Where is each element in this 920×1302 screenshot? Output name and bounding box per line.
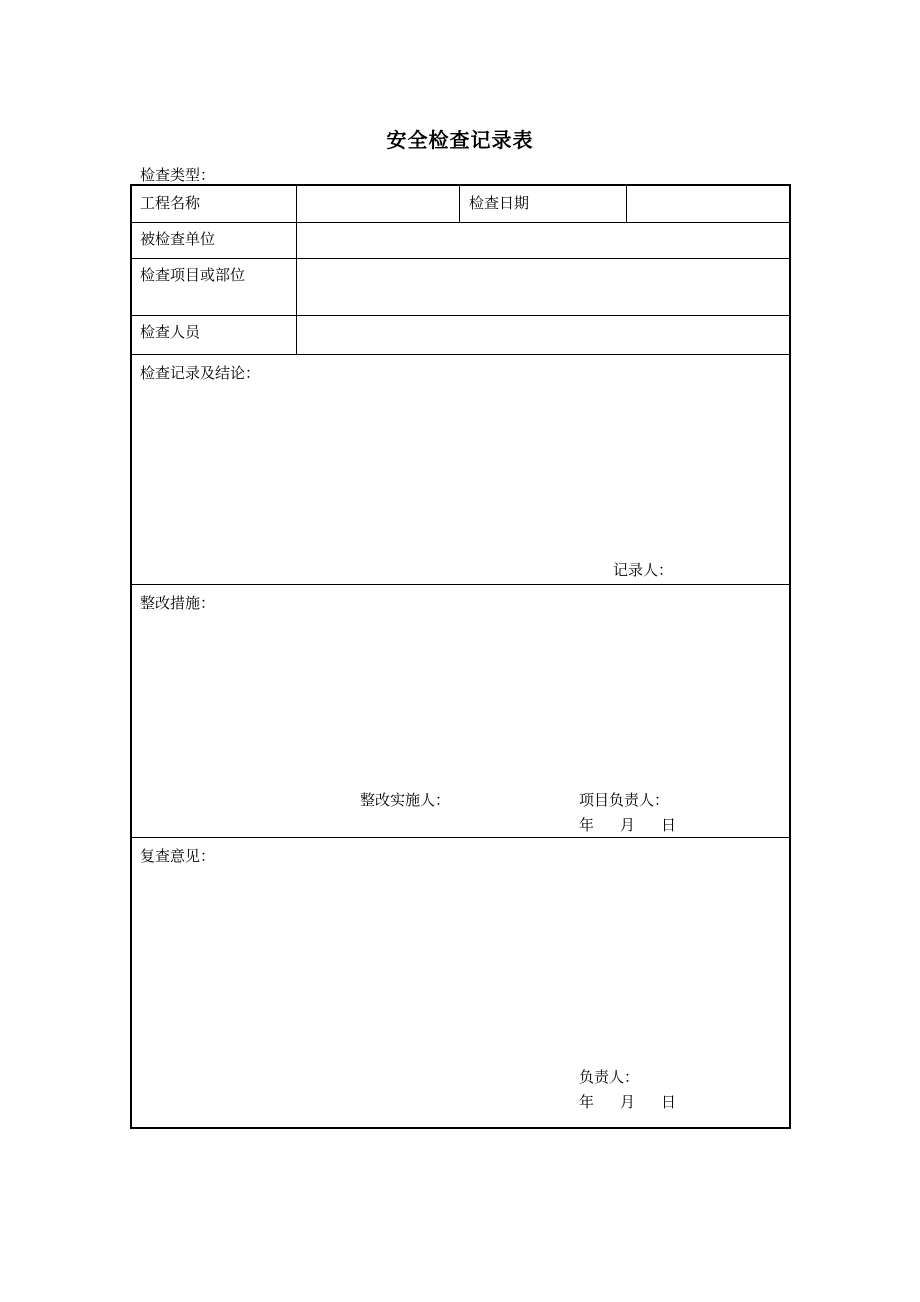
check-date-field[interactable] xyxy=(630,188,785,220)
inspectors-field[interactable] xyxy=(300,317,785,352)
project-manager-label: 项目负责人： xyxy=(579,791,670,809)
inspection-form xyxy=(130,184,791,1129)
review-day: 日 xyxy=(661,1093,677,1111)
review-month: 月 xyxy=(620,1093,636,1111)
rectification-day: 日 xyxy=(661,816,677,834)
review-section-label: 复查意见： xyxy=(140,847,216,865)
page-title: 安全检查记录表 xyxy=(386,128,534,152)
inspected-unit-field[interactable] xyxy=(300,224,785,256)
check-item-label: 检查项目或部位 xyxy=(140,266,246,284)
col-divider-date-label xyxy=(459,186,460,222)
inspected-unit-label: 被检查单位 xyxy=(140,230,216,248)
implementer-label: 整改实施人： xyxy=(360,791,451,809)
row-divider-2 xyxy=(132,258,789,259)
rectification-month: 月 xyxy=(620,816,636,834)
check-date-label: 检查日期 xyxy=(469,194,530,212)
col-divider-date-value xyxy=(626,186,627,222)
project-name-field[interactable] xyxy=(300,188,455,220)
recorder-label: 记录人： xyxy=(613,561,674,579)
responsible-label: 负责人： xyxy=(579,1068,640,1086)
check-type-label: 检查类型： xyxy=(140,166,216,184)
check-item-field[interactable] xyxy=(300,260,785,313)
row-divider-3 xyxy=(132,315,789,316)
rectification-section-label: 整改措施： xyxy=(140,594,216,612)
row-divider-4 xyxy=(132,354,789,355)
row-divider-1 xyxy=(132,222,789,223)
inspectors-label: 检查人员 xyxy=(140,323,201,341)
col-divider-label xyxy=(296,186,297,354)
review-year: 年 xyxy=(579,1093,595,1111)
project-name-label: 工程名称 xyxy=(140,194,201,212)
rectification-year: 年 xyxy=(579,816,595,834)
record-section-label: 检查记录及结论： xyxy=(140,364,261,382)
row-divider-6 xyxy=(132,837,789,838)
row-divider-5 xyxy=(132,584,789,585)
